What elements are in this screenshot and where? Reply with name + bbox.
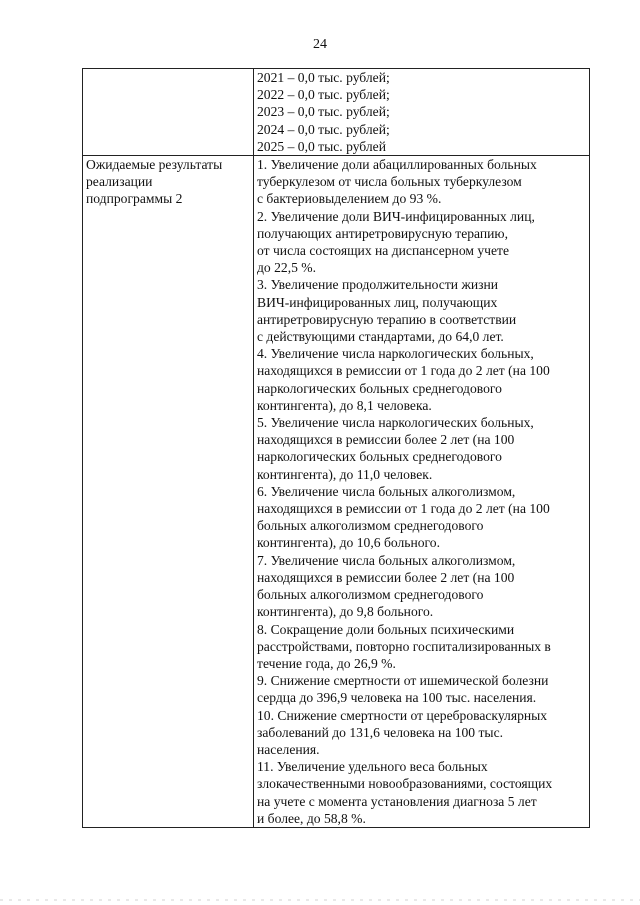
result-line: наркологических больных среднегодового <box>257 449 502 465</box>
result-line: течение года, до 26,9 %. <box>257 655 396 671</box>
result-line: 1. Увеличение доли абациллированных больных <box>257 157 537 173</box>
result-line: антиретровирусную терапию в соответствии <box>257 311 517 327</box>
result-line: находящихся в ремиссии более 2 лет (на 100 <box>257 569 515 585</box>
result-line: сердца до 396,9 человека на 100 тыс. населения. <box>257 690 537 706</box>
table-row-expected-results <box>83 156 590 828</box>
budget-line: 2024 – 0,0 тыс. рублей; <box>257 121 390 137</box>
table-row-budget <box>83 69 590 156</box>
program-table <box>82 68 590 828</box>
result-line: туберкулезом от числа больных туберкулезом <box>257 174 522 190</box>
results-label-line: подпрограммы 2 <box>86 191 183 207</box>
result-line: 7. Увеличение числа больных алкоголизмом, <box>257 552 516 568</box>
budget-line: 2025 – 0,0 тыс. рублей <box>257 138 386 154</box>
result-line: и более, до 58,8 %. <box>257 810 366 826</box>
result-line: наркологических больных среднегодового <box>257 380 502 396</box>
result-line: 5. Увеличение числа наркологических больных, <box>257 415 534 431</box>
budget-values-cell <box>254 69 590 156</box>
results-label-cell <box>83 156 254 828</box>
result-line: с действующими стандартами, до 64,0 лет. <box>257 329 504 345</box>
budget-line: 2021 – 0,0 тыс. рублей; <box>257 70 390 85</box>
result-line: 2. Увеличение доли ВИЧ-инфицированных лиц, <box>257 208 535 224</box>
result-line: контингента), до 10,6 больного. <box>257 535 440 551</box>
result-line: 8. Сокращение доли больных психическими <box>257 621 515 637</box>
result-line: находящихся в ремиссии от 1 года до 2 лет (на 100 <box>257 363 550 379</box>
result-line: больных алкоголизмом среднегодового <box>257 518 484 534</box>
result-line: находящихся в ремиссии более 2 лет (на 100 <box>257 432 515 448</box>
result-line: 6. Увеличение числа больных алкоголизмом, <box>257 483 516 499</box>
result-line: до 22,5 %. <box>257 260 317 276</box>
result-line: от числа состоящих на диспансерном учете <box>257 243 510 259</box>
page-number: 24 <box>313 37 327 52</box>
result-line: злокачественными новообразованиями, состоящих <box>257 776 553 792</box>
results-list-cell <box>254 156 590 828</box>
result-line: 11. Увеличение удельного веса больных <box>257 759 488 775</box>
budget-label-cell <box>83 69 254 156</box>
result-line: расстройствами, повторно госпитализированных в <box>257 638 551 654</box>
result-line: 9. Снижение смертности от ишемической болезни <box>257 673 549 689</box>
result-line: находящихся в ремиссии от 1 года до 2 лет (на 100 <box>257 501 550 517</box>
budget-line: 2022 – 0,0 тыс. рублей; <box>257 87 390 103</box>
result-line: на учете с момента установления диагноза 5 лет <box>257 793 537 809</box>
result-line: 4. Увеличение числа наркологических больных, <box>257 346 534 362</box>
result-line: ВИЧ-инфицированных лиц, получающих <box>257 294 498 310</box>
result-line: получающих антиретровирусную терапию, <box>257 225 508 241</box>
budget-line: 2023 – 0,0 тыс. рублей; <box>257 104 390 120</box>
result-line: 3. Увеличение продолжительности жизни <box>257 277 499 293</box>
result-line: контингента), до 9,8 больного. <box>257 604 434 620</box>
result-line: населения. <box>257 741 320 757</box>
results-label-line: Ожидаемые результаты <box>86 157 223 173</box>
scan-noise-strip <box>0 899 640 901</box>
result-line: с бактериовыделением до 93 %. <box>257 191 442 207</box>
result-line: 10. Снижение смертности от цереброваскулярных <box>257 707 548 723</box>
result-line: заболеваний до 131,6 человека на 100 тыс. <box>257 724 504 740</box>
result-line: контингента), до 8,1 человека. <box>257 397 432 413</box>
result-line: больных алкоголизмом среднегодового <box>257 587 484 603</box>
result-line: контингента), до 11,0 человек. <box>257 466 433 482</box>
results-label-line: реализации <box>86 174 153 190</box>
